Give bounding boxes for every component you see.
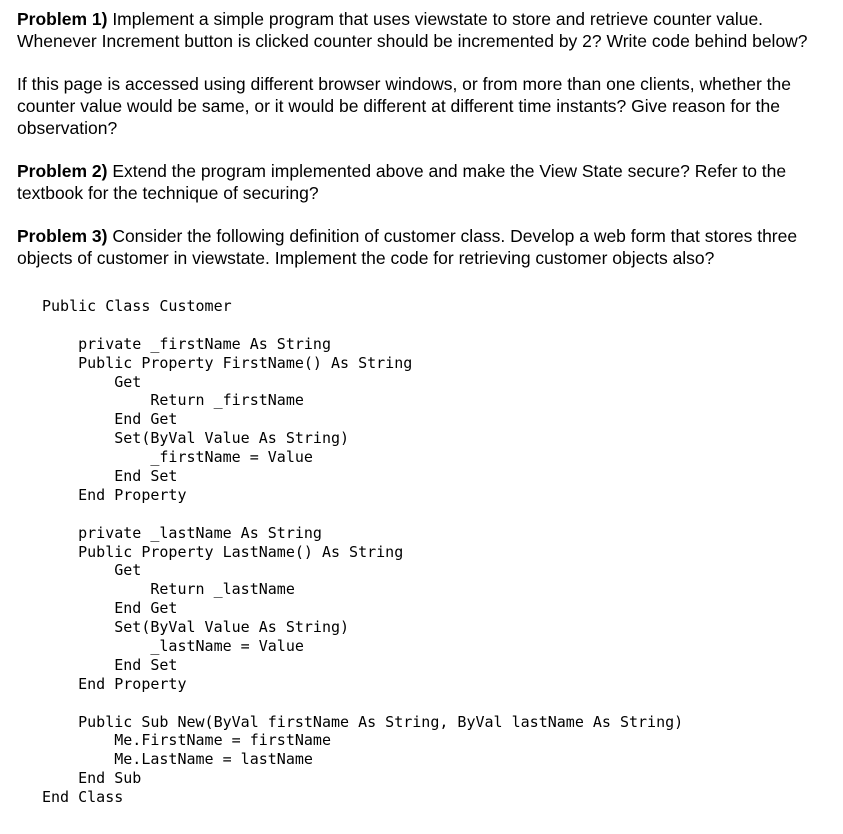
problem-1-text: Implement a simple program that uses viewstate to store and retrieve counter value. Whenever Increment button is clicked counter should be incremented by 2? Write code behind below? bbox=[17, 9, 808, 51]
code-line: End Get bbox=[42, 410, 178, 429]
document-page bbox=[17, 8, 827, 807]
code-line: Public Class Customer bbox=[42, 297, 232, 315]
code-line: private _firstName As String bbox=[42, 334, 331, 353]
code-line: Get bbox=[42, 372, 142, 391]
code-line: _firstName = Value bbox=[42, 448, 313, 467]
code-line: Public Property FirstName() As String bbox=[42, 353, 413, 372]
code-line: Me.LastName = lastName bbox=[42, 750, 313, 769]
problem-1-label: Problem 1) bbox=[17, 9, 108, 29]
problem-2-paragraph bbox=[17, 160, 827, 204]
code-line: End Set bbox=[42, 467, 178, 486]
code-line: Me.FirstName = firstName bbox=[42, 731, 331, 750]
problem-1-paragraph bbox=[17, 8, 827, 52]
customer-class-code-block bbox=[17, 297, 827, 807]
problem-1-followup-text: If this page is accessed using different browser windows, or from more than one clients, whether the counter value would be same, or it would be different at different time instants? Give reason for the observation? bbox=[17, 74, 791, 138]
code-line: End Property bbox=[42, 485, 187, 504]
code-line bbox=[42, 316, 827, 335]
code-line: End Class bbox=[42, 788, 124, 807]
code-line: Public Sub New(ByVal firstName As String, ByVal lastName As String) bbox=[42, 712, 684, 731]
paragraph-spacer bbox=[17, 269, 827, 297]
code-line: Return _lastName bbox=[42, 580, 295, 599]
code-line: Set(ByVal Value As String) bbox=[42, 429, 350, 448]
problem-3-text: Consider the following definition of customer class. Develop a web form that stores three objects of customer in viewstate. Implement the code for retrieving customer objects also? bbox=[17, 226, 798, 268]
code-line: Public Property LastName() As String bbox=[42, 542, 404, 561]
code-line: private _lastName As String bbox=[42, 523, 322, 542]
paragraph-spacer bbox=[17, 204, 827, 225]
code-line: Get bbox=[42, 561, 142, 580]
problem-2-text: Extend the program implemented above and make the View State secure? Refer to the textbook for the technique of securing? bbox=[17, 161, 787, 203]
code-line: Return _firstName bbox=[42, 391, 304, 410]
code-line bbox=[42, 505, 827, 524]
problem-3-paragraph bbox=[17, 225, 827, 269]
problem-1-followup-paragraph bbox=[17, 73, 827, 139]
problem-3-label: Problem 3) bbox=[17, 226, 108, 246]
code-line: End Sub bbox=[42, 769, 142, 788]
paragraph-spacer bbox=[17, 52, 827, 73]
code-line: Set(ByVal Value As String) bbox=[42, 618, 350, 637]
code-line: End Get bbox=[42, 599, 178, 618]
problem-2-label: Problem 2) bbox=[17, 161, 108, 181]
code-line bbox=[42, 694, 827, 713]
code-line: End Set bbox=[42, 655, 178, 674]
paragraph-spacer bbox=[17, 139, 827, 160]
code-line: _lastName = Value bbox=[42, 637, 304, 656]
code-line: End Property bbox=[42, 674, 187, 693]
